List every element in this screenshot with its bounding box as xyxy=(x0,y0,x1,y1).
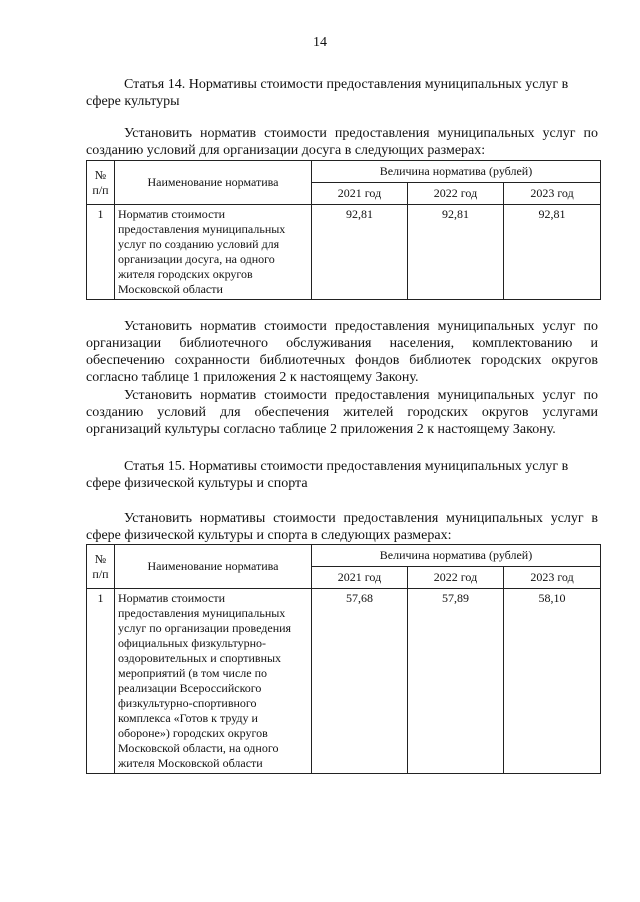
column-header-year: 2023 год xyxy=(504,183,601,205)
table-row xyxy=(87,205,601,300)
article-15-heading: Статья 15. Нормативы стоимости предоставления муниципальных услуг в сфере физической культуры и спорта xyxy=(86,459,569,491)
column-header-num: № п/п xyxy=(87,161,115,205)
article-14-paragraph-library: Установить норматив стоимости предоставления муниципальных услуг по организации библиотечного обслуживания населения, комплектованию и обеспечению сохранности библиотечных фондов библиотек городских округов согласно таблице 1 приложения 2 к настоящему Закону. xyxy=(86,319,598,385)
column-header-year: 2021 год xyxy=(312,183,408,205)
norm-value: 58,10 xyxy=(504,589,601,774)
article-14-paragraph-culture: Установить норматив стоимости предоставления муниципальных услуг по созданию условий для обеспечения жителей городских округов услугами организаций культуры согласно таблице 2 приложения 2 к настоящему Закону. xyxy=(86,388,598,437)
norm-value: 92,81 xyxy=(312,205,408,300)
column-header-name: Наименование норматива xyxy=(115,161,312,205)
column-header-year: 2022 год xyxy=(408,183,504,205)
norm-value: 92,81 xyxy=(504,205,601,300)
column-header-value: Величина норматива (рублей) xyxy=(312,161,601,183)
column-header-year: 2021 год xyxy=(312,567,408,589)
column-header-num: № п/п xyxy=(87,545,115,589)
row-number: 1 xyxy=(87,589,115,774)
column-header-year: 2022 год xyxy=(408,567,504,589)
article-14-table xyxy=(86,160,601,300)
row-number: 1 xyxy=(87,205,115,300)
norm-value: 57,89 xyxy=(408,589,504,774)
norm-value: 92,81 xyxy=(408,205,504,300)
norm-name: Норматив стоимости предоставления муниципальных услуг по организации проведения официальных физкультурно-оздоровительных и спортивных мероприятий (в том числе по реализации Всероссийского физкультурно-спортивного комплекса «Готов к труду и обороне») городских округов Московской области, на одного жителя Московской области xyxy=(115,589,312,774)
norm-name: Норматив стоимости предоставления муниципальных услуг по созданию условий для организации досуга, на одного жителя городских округов Московской области xyxy=(115,205,312,300)
article-15-table xyxy=(86,544,601,774)
column-header-year: 2023 год xyxy=(504,567,601,589)
table-row xyxy=(87,589,601,774)
column-header-value: Величина норматива (рублей) xyxy=(312,545,601,567)
article-14-intro: Установить норматив стоимости предоставления муниципальных услуг по созданию условий для организации досуга в следующих размерах: xyxy=(86,126,598,158)
column-header-name: Наименование норматива xyxy=(115,545,312,589)
article-14-heading: Статья 14. Нормативы стоимости предоставления муниципальных услуг в сфере культуры xyxy=(86,77,569,109)
page-number: 14 xyxy=(313,35,327,50)
article-15-intro: Установить нормативы стоимости предоставления муниципальных услуг в сфере физической культуры и спорта в следующих размерах: xyxy=(86,511,598,543)
norm-value: 57,68 xyxy=(312,589,408,774)
